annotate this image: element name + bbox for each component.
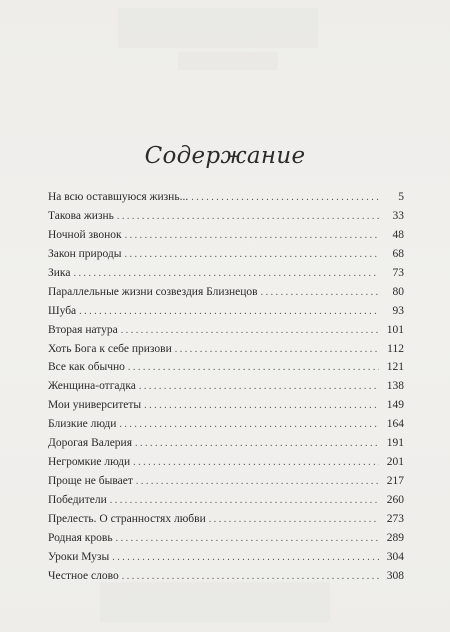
toc-entry-title: Близкие люди: [48, 418, 117, 431]
toc-entry: [48, 548, 404, 567]
toc-entry-title: Зика: [48, 266, 71, 279]
toc-dot-leader: [144, 397, 379, 416]
toc-entry-page: 5: [398, 191, 404, 203]
toc-entry-title: Проще не бывает: [48, 475, 133, 488]
show-through-footer: [100, 582, 330, 622]
toc-entry-page: 68: [392, 247, 404, 260]
toc-entry-title: Все как обычно: [48, 361, 125, 374]
toc-entry-page: 217: [386, 475, 404, 488]
toc-dot-leader: [110, 492, 379, 511]
toc-entry: [48, 207, 404, 226]
toc-entry-title: Негромкие люди: [48, 456, 131, 469]
toc-dot-leader: [116, 530, 379, 549]
toc-entry-title: На всю оставшуюся жизнь...: [48, 191, 189, 203]
toc-dot-leader: [191, 189, 379, 208]
toc-dot-leader: [133, 454, 379, 473]
toc-dot-leader: [261, 284, 379, 303]
toc-entry-page: 33: [392, 209, 404, 222]
toc-entry-title: Вторая натура: [48, 323, 118, 336]
toc-dot-leader: [136, 473, 379, 492]
toc-entry-page: 308: [386, 569, 404, 582]
toc-entry-page: 121: [386, 361, 404, 374]
toc-dot-leader: [128, 359, 379, 378]
toc-entry-title: Прелесть. О странностях любви: [48, 512, 206, 525]
toc-entry-page: 48: [392, 228, 404, 241]
toc-dot-leader: [125, 227, 379, 246]
toc-entry: [48, 453, 404, 472]
toc-entry-page: 260: [386, 494, 404, 506]
show-through-header: [118, 8, 318, 48]
toc-entry-page: 289: [386, 531, 404, 544]
toc-entry-title: Победители: [48, 494, 107, 506]
toc-entry-page: 201: [386, 456, 404, 469]
toc-entry-page: 80: [392, 285, 404, 298]
toc-dot-leader: [79, 303, 379, 322]
toc-entry-title: Мои университеты: [48, 399, 142, 412]
toc-entry: [48, 567, 404, 586]
toc-entry-page: 93: [392, 304, 404, 317]
toc-entry-title: Шуба: [48, 304, 77, 317]
toc-entry-page: 273: [386, 512, 404, 525]
toc-entry: [48, 396, 404, 415]
toc-entry-page: 191: [386, 437, 404, 450]
toc-dot-leader: [175, 341, 379, 360]
toc-dot-leader: [139, 378, 379, 397]
toc-dot-leader: [73, 265, 379, 284]
toc-entry: [48, 358, 404, 377]
contents-heading: Содержание: [144, 143, 306, 169]
toc-entry: [48, 340, 404, 359]
toc-entry: [48, 245, 404, 264]
toc-entry-title: Ночной звонок: [48, 228, 122, 241]
toc-entry-page: 112: [387, 342, 404, 355]
toc-entry-title: Женщина-отгадка: [48, 380, 136, 393]
toc-entry-page: 138: [386, 380, 404, 393]
toc-entry: [48, 472, 404, 491]
toc-dot-leader: [112, 549, 379, 568]
toc-entry: [48, 302, 404, 321]
toc-entry: [48, 377, 404, 396]
toc-entry-title: Уроки Музы: [48, 550, 110, 563]
toc-dot-leader: [121, 322, 379, 341]
toc-entry-title: Дорогая Валерия: [48, 437, 132, 450]
toc-entry: [48, 491, 404, 510]
toc-entry-page: 164: [386, 418, 404, 431]
toc-entry-page: 149: [386, 399, 404, 412]
toc-entry-page: 304: [386, 550, 404, 563]
toc-entry: [48, 434, 404, 453]
toc-entry: [48, 226, 404, 245]
toc-entry-page: 73: [392, 266, 404, 279]
toc-entry: [48, 321, 404, 340]
toc-dot-leader: [122, 568, 379, 587]
toc-entry-title: Закон природы: [48, 247, 122, 260]
toc-entry: [48, 529, 404, 548]
toc-entry: [48, 283, 404, 302]
toc-dot-leader: [117, 208, 379, 227]
toc-dot-leader: [209, 511, 379, 530]
toc-dot-leader: [119, 416, 379, 435]
toc-entry: [48, 188, 404, 207]
toc-entry-title: Родная кровь: [48, 531, 113, 544]
toc-entry-title: Параллельные жизни созвездия Близнецов: [48, 285, 258, 298]
toc-entry-title: Честное слово: [48, 569, 119, 582]
toc-entry-title: Хоть Бога к себе призови: [48, 342, 172, 355]
toc-entry: [48, 264, 404, 283]
table-of-contents: [48, 188, 404, 586]
toc-entry-title: Такова жизнь: [48, 209, 114, 222]
toc-dot-leader: [135, 435, 379, 454]
toc-entry-page: 101: [386, 323, 404, 336]
toc-dot-leader: [124, 246, 379, 265]
toc-entry: [48, 510, 404, 529]
toc-entry: [48, 415, 404, 434]
show-through-subheader: [178, 52, 278, 70]
